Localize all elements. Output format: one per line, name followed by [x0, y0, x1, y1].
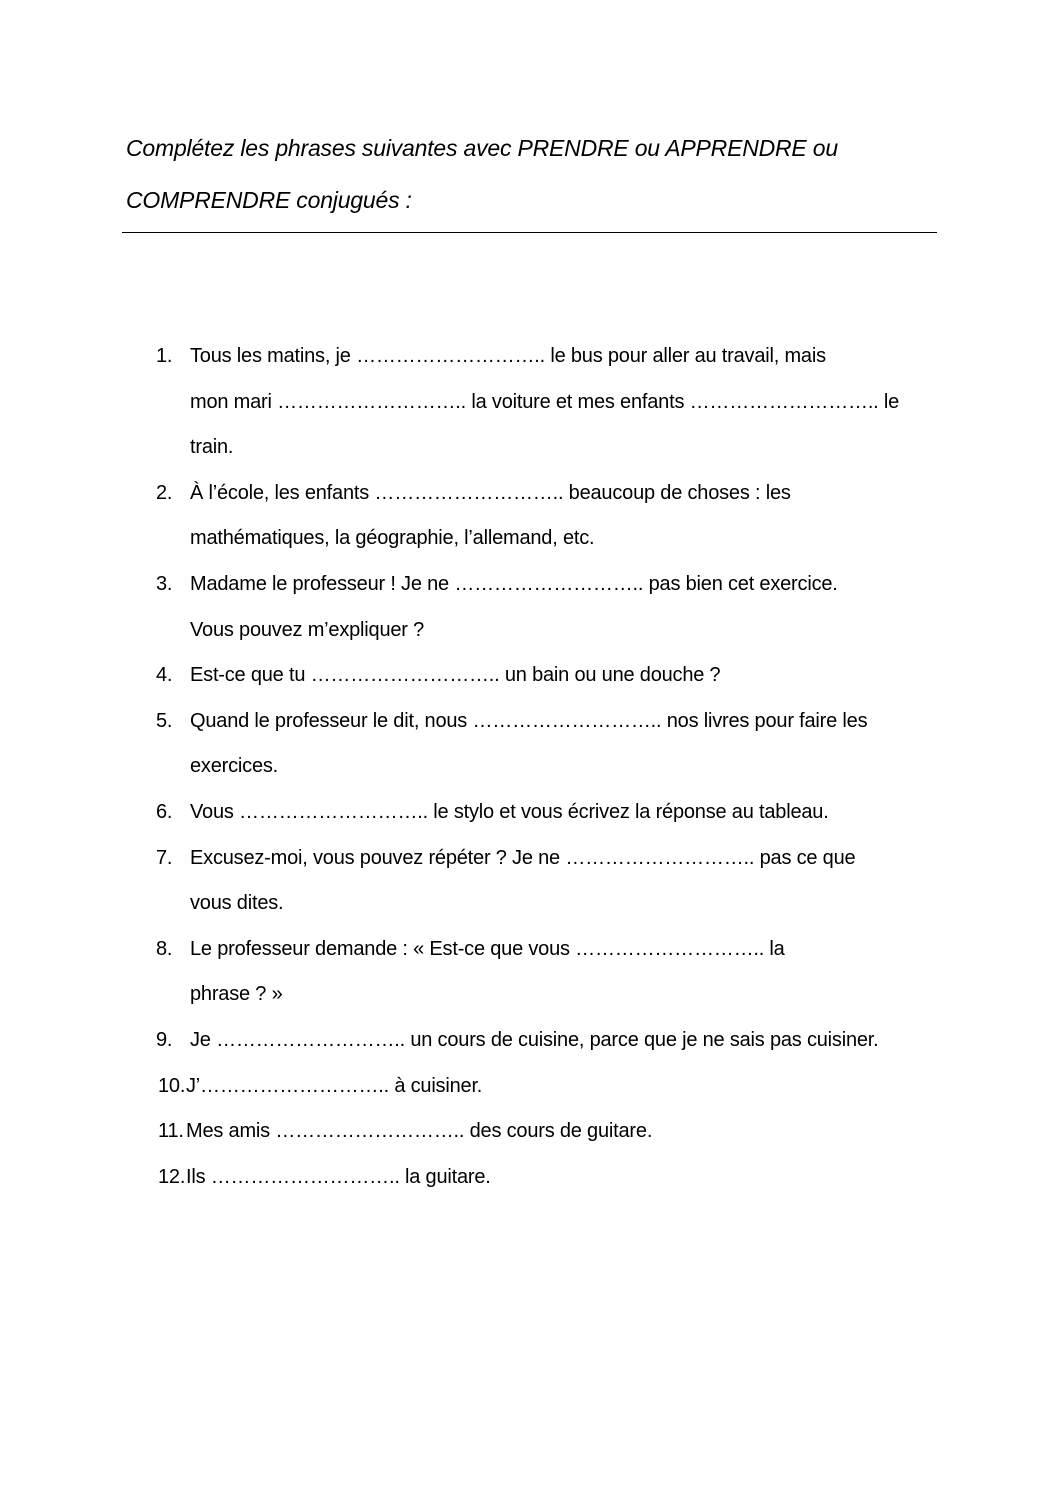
- exercise-item: [0, 836, 1058, 927]
- exercise-sentence-line: mon mari ……………………….. la voiture et mes enfants ……………………….. le: [190, 390, 900, 413]
- exercise-number: 1.: [156, 345, 173, 367]
- exercise-sentence-line: Le professeur demande : « Est-ce que vous ……………………….. la: [190, 937, 785, 960]
- exercise-item: [0, 562, 1058, 653]
- exercise-sentence-line: Vous ……………………….. le stylo et vous écrivez la réponse au tableau.: [190, 800, 829, 823]
- exercise-sentence-line: Ils ……………………….. la guitare.: [186, 1165, 491, 1188]
- title-divider: [122, 232, 937, 233]
- exercise-number: 5.: [156, 709, 173, 732]
- exercise-sentence: [186, 1064, 931, 1110]
- exercise-sentence-line: Mes amis ……………………….. des cours de guitare.: [186, 1120, 653, 1143]
- exercise-sentence: [190, 836, 935, 927]
- exercise-number: 4.: [156, 664, 173, 687]
- exercise-number: 9.: [156, 1028, 173, 1051]
- exercise-sentence-line: train.: [190, 436, 234, 459]
- exercise-item: [0, 699, 1058, 790]
- exercise-number: 6.: [156, 800, 173, 823]
- exercise-item: [0, 1109, 1058, 1155]
- exercise-sentence: [186, 1109, 931, 1155]
- exercise-item: [0, 1018, 1058, 1064]
- instructions-title: [126, 122, 936, 226]
- exercise-item: [0, 927, 1058, 1018]
- exercise-sentence: [186, 1155, 931, 1201]
- exercise-sentence-line: Quand le professeur le dit, nous ……………………….. nos livres pour faire les: [190, 709, 868, 732]
- exercise-sentence: [190, 562, 935, 653]
- exercise-sentence-line: Je ……………………….. un cours de cuisine, parce que je ne sais pas cuisiner.: [190, 1028, 879, 1051]
- exercise-number: 11.: [158, 1120, 184, 1143]
- exercise-sentence: [190, 790, 935, 836]
- exercise-number: 12.: [158, 1165, 186, 1188]
- exercise-sentence: [190, 1018, 935, 1064]
- exercise-sentence-line: Madame le professeur ! Je ne ……………………….. pas bien cet exercice.: [190, 572, 838, 595]
- exercise-number: 2.: [156, 481, 173, 504]
- exercise-sentence: [190, 471, 935, 562]
- exercise-sentence-line: exercices.: [190, 755, 279, 778]
- exercise-sentence-line: Excusez-moi, vous pouvez répéter ? Je ne ……………………….. pas ce que: [190, 846, 856, 869]
- exercise-item: [0, 334, 1058, 471]
- exercise-sentence-line: Est-ce que tu ……………………….. un bain ou une douche ?: [190, 664, 721, 687]
- exercise-sentence-line: J’……………………….. à cuisiner.: [186, 1074, 483, 1097]
- exercise-sentence-line: vous dites.: [190, 892, 284, 915]
- exercise-number: 10.: [158, 1074, 186, 1097]
- exercise-sentence: [190, 653, 935, 699]
- exercise-sentence: [190, 927, 935, 1018]
- exercise-item: [0, 471, 1058, 562]
- exercise-number: 8.: [156, 937, 173, 960]
- exercise-item: [0, 1155, 1058, 1201]
- exercise-sentence-line: Vous pouvez m’expliquer ?: [190, 618, 425, 641]
- exercise-sentence-line: phrase ? »: [190, 983, 283, 1006]
- exercise-list: [0, 334, 1058, 1200]
- instructions-title-line-1: Complétez les phrases suivantes avec PRENDRE ou APPRENDRE ou: [126, 135, 838, 161]
- exercise-sentence-line: mathématiques, la géographie, l’allemand, etc.: [190, 527, 595, 550]
- exercise-sentence: [190, 699, 935, 790]
- exercise-sentence-line: À l’école, les enfants ……………………….. beaucoup de choses : les: [190, 481, 791, 504]
- exercise-item: [0, 790, 1058, 836]
- exercise-number: 3.: [156, 572, 173, 595]
- exercise-sentence: [190, 334, 935, 471]
- exercise-sentence-line: Tous les matins, je ……………………….. le bus pour aller au travail, mais: [190, 345, 826, 367]
- exercise-item: [0, 1064, 1058, 1110]
- exercise-number: 7.: [156, 846, 173, 869]
- instructions-title-line-2: COMPRENDRE conjugués :: [126, 187, 412, 213]
- exercise-item: [0, 653, 1058, 699]
